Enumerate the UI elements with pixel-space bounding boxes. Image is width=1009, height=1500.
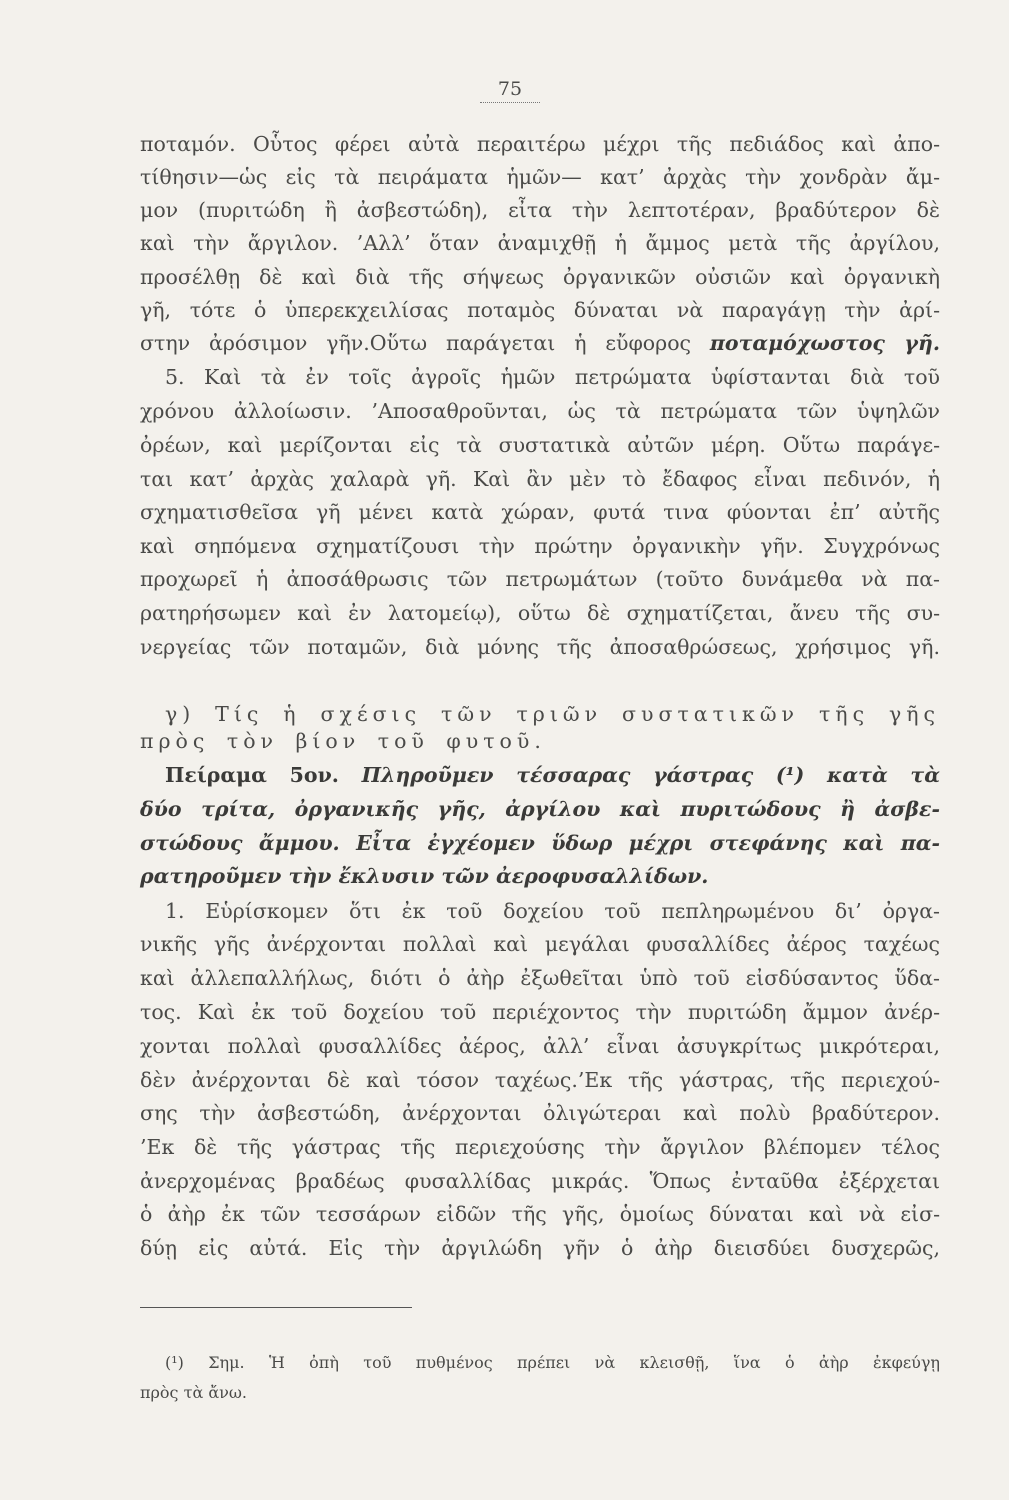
text-segment: καὶ σηπόμενα σχηματίζουσι τὴν πρώτην ὀργανικὴν γῆν. Συγχρόνως [140, 534, 940, 558]
text-segment: ὁ ἀὴρ ἐκ τῶν τεσσάρων εἰδῶν τῆς γῆς, ὁμοίως δύναται καὶ νὰ εἰσ- [140, 1202, 940, 1226]
text-line [140, 164, 940, 190]
text-line [140, 830, 940, 856]
text-line [140, 499, 940, 525]
text-line [140, 931, 940, 957]
emphasized-text: Πληροῦμεν τέσσαρας γάστρας (¹) κατὰ τὰ [361, 763, 940, 787]
text-segment: χρόνου ἀλλοίωσιν. ’Αποσαθροῦνται, ὡς τὰ πετρώματα τῶν ὑψηλῶν [140, 399, 940, 423]
text-line [140, 796, 940, 822]
text-segment: δὲν ἀνέρχονται δὲ καὶ τόσον ταχέως.’Εκ τῆς γάστρας, τῆς περιεχού- [140, 1068, 940, 1092]
text-segment: ὀρέων, καὶ μερίζονται εἰς τὰ συστατικὰ αὐτῶν μέρη. Οὕτω παράγε- [140, 433, 940, 457]
text-segment: πρὸς τὸν βίον τοῦ φυτοῦ. [140, 729, 546, 753]
text-line [140, 197, 940, 223]
text-line [140, 728, 940, 754]
text-segment: νεργείας τῶν ποταμῶν, διὰ μόνης τῆς ἀποσαθρώσεως, χρήσιμος γῆ. [140, 635, 940, 659]
text-segment: 5. Καὶ τὰ ἐν τοῖς ἀγροῖς ἡμῶν πετρώματα ὑφίστανται διὰ τοῦ [165, 365, 940, 389]
text-line [165, 898, 940, 924]
text-segment: ται κατ’ ἀρχὰς χαλαρὰ γῆ. Καὶ ἂν μὲν τὸ ἔδαφος εἶναι πεδινόν, ἡ [140, 467, 940, 491]
text-line [140, 1033, 940, 1059]
text-segment: καὶ ἀλλεπαλλήλως, διότι ὁ ἀὴρ ἐξωθεῖται ὑπὸ τοῦ εἰσδύσαντος ὕδα- [140, 966, 940, 990]
text-line [140, 1168, 940, 1194]
text-segment: ποταμόν. Οὗτος φέρει αὐτὰ περαιτέρω μέχρι τῆς πεδιάδος καὶ ἀπο- [140, 132, 940, 156]
emphasized-text: δύο τρίτα, ὀργανικῆς γῆς, ἀργίλου καὶ πυριτώδους ἢ ἀσβε- [140, 797, 940, 821]
text-segment: νικῆς γῆς ἀνέρχονται πολλαὶ καὶ μεγάλαι φυσαλλίδες ἀέρος ταχέως [140, 932, 940, 956]
text-line [165, 762, 940, 788]
text-line [140, 1201, 940, 1227]
footnote-line: (¹) Σημ. Ἡ ὀπὴ τοῦ πυθμένος πρέπει νὰ κλεισθῇ, ἵνα ὁ ἀὴρ ἐκφεύγῃ [165, 1353, 940, 1372]
text-line [140, 432, 940, 458]
text-line [140, 634, 940, 660]
text-segment: γῆ, τότε ὁ ὑπερεκχειλίσας ποταμὸς δύναται νὰ παραγάγῃ τὴν ἀρί- [140, 298, 940, 322]
text-line [140, 398, 940, 424]
text-segment: 1. Εὑρίσκομεν ὅτι ἐκ τοῦ δοχείου τοῦ πεπληρωμένου δι’ ὀργα- [165, 899, 940, 923]
text-segment: ρατηρήσωμεν καὶ ἐν λατομείῳ), οὕτω δὲ σχηματίζεται, ἄνευ τῆς συ- [140, 601, 940, 625]
text-line [140, 566, 940, 592]
text-segment: δύῃ εἰς αὐτά. Εἰς τὴν ἀργιλώδη γῆν ὁ ἀὴρ διεισδύει δυσχερῶς, [140, 1236, 940, 1260]
emphasized-text: στώδους ἄμμου. Εἶτα ἐγχέομεν ὕδωρ μέχρι στεφάνης καὶ πα- [140, 831, 940, 855]
text-line [140, 999, 940, 1025]
text-line [140, 1134, 940, 1160]
text-line [140, 230, 940, 256]
text-line [140, 466, 940, 492]
text-segment: τος. Καὶ ἐκ τοῦ δοχείου τοῦ περιέχοντος τὴν πυριτώδη ἄμμον ἀνέρ- [140, 1000, 940, 1024]
text-line [140, 330, 940, 356]
text-segment: χονται πολλαὶ φυσαλλίδες ἀέρος, ἀλλ’ εἶναι ἀσυγκρίτως μικρότεραι, [140, 1034, 940, 1058]
text-segment: ’Εκ δὲ τῆς γάστρας τῆς περιεχούσης τὴν ἄργιλον βλέπομεν τέλος [140, 1135, 940, 1159]
text-line [140, 131, 940, 157]
text-segment: τίθησιν—ὡς εἰς τὰ πειράματα ἡμῶν— κατ’ ἀρχὰς τὴν χονδρὰν ἄμ- [140, 165, 940, 189]
footnote-rule [140, 1307, 412, 1308]
text-segment: σχηματισθεῖσα γῆ μένει κατὰ χώραν, φυτά τινα φύονται ἐπ’ αὐτῆς [140, 500, 940, 524]
text-segment: καὶ τὴν ἄργιλον. ’Αλλ’ ὅταν ἀναμιχθῇ ἡ ἄμμος μετὰ τῆς ἀργίλου, [140, 231, 940, 255]
text-line [165, 364, 940, 390]
text-line [140, 863, 940, 889]
text-segment: μον (πυριτώδη ἢ ἀσβεστώδη), εἶτα τὴν λεπτοτέραν, βραδύτερον δὲ [140, 198, 940, 222]
emphasized-text: ποταμόχωστος γῆ. [709, 331, 941, 355]
text-line [140, 1067, 940, 1093]
text-line [140, 600, 940, 626]
text-line [140, 297, 940, 323]
text-line [140, 1235, 940, 1261]
text-segment: ἀνερχομένας βραδέως φυσαλλίδας μικράς. Ὅπως ἐνταῦθα ἐξέρχεται [140, 1169, 940, 1193]
emphasized-text: ρατηροῦμεν τὴν ἔκλυσιν τῶν ἀεροφυσαλλίδων. [140, 864, 709, 888]
text-line [140, 1100, 940, 1126]
text-line [140, 965, 940, 991]
experiment-heading: Πείραμα 5ον. [165, 763, 362, 787]
text-line [165, 701, 940, 727]
text-segment: γ) Τίς ἡ σχέσις τῶν τριῶν συστατικῶν τῆς γῆς [165, 702, 940, 726]
text-segment: σης τὴν ἀσβεστώδη, ἀνέρχονται ὀλιγώτεραι καὶ πολὺ βραδύτερον. [140, 1101, 940, 1125]
text-line [140, 264, 940, 290]
text-segment: προσέλθῃ δὲ καὶ διὰ τῆς σήψεως ὀργανικῶν οὐσιῶν καὶ ὀργανικὴ [140, 265, 940, 289]
text-segment: στην ἀρόσιμον γῆν.Οὕτω παράγεται ἡ εὔφορος [140, 331, 710, 355]
footnote-line: πρὸς τὰ ἄνω. [140, 1383, 248, 1402]
text-line [140, 533, 940, 559]
text-segment: προχωρεῖ ἡ ἀποσάθρωσις τῶν πετρωμάτων (τοῦτο δυνάμεθα νὰ πα- [140, 567, 940, 591]
page-number: 75 [480, 78, 540, 103]
